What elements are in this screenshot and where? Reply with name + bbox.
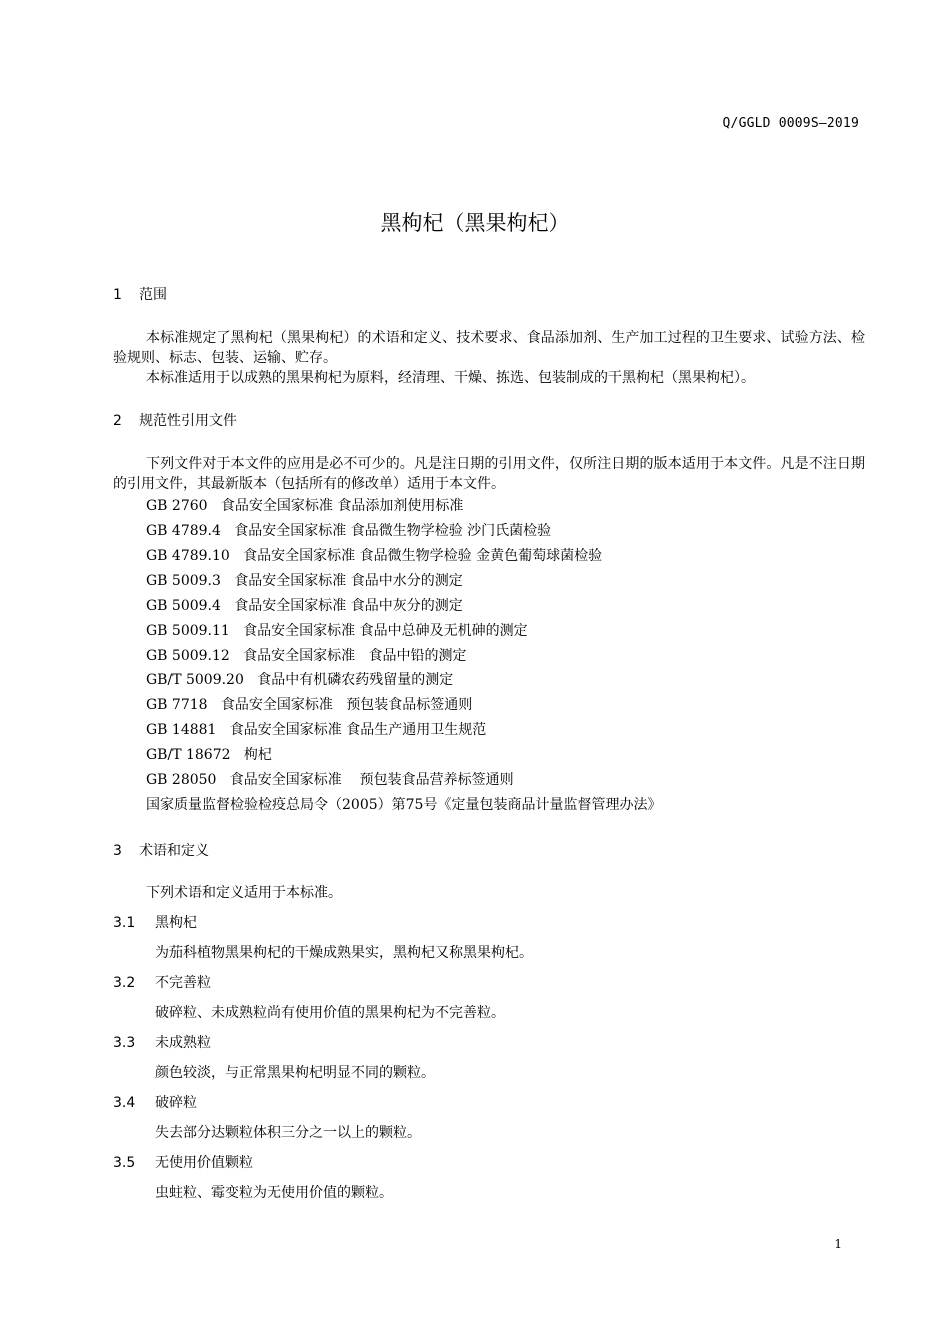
term-number: 3.2 (113, 975, 136, 991)
scope-paragraph-2: 本标准适用于以成熟的黑果枸杞为原料，经清理、干燥、拣选、包装制成的干黑枸杞（黑果枸杞）。 (146, 370, 755, 386)
term-definition: 颜色较淡，与正常黑果枸杞明显不同的颗粒。 (155, 1065, 435, 1081)
section-1-heading (113, 286, 167, 304)
document-id: Q/GGLD 0009S—2019 (722, 116, 859, 131)
term-number: 3.1 (113, 915, 136, 931)
term-definition: 破碎粒、未成熟粒尚有使用价值的黑果枸杞为不完善粒。 (155, 1005, 505, 1021)
term-name: 无使用价值颗粒 (155, 1155, 253, 1171)
section-number: 2 (113, 413, 122, 429)
term-name: 破碎粒 (155, 1095, 197, 1111)
term-number: 3.4 (113, 1095, 136, 1111)
reference-item: GB 5009.4 食品安全国家标准 食品中灰分的测定 (146, 598, 463, 614)
scope-paragraph-1: 本标准规定了黑枸杞（黑果枸杞）的术语和定义、技术要求、食品添加剂、生产加工过程的卫生要求、试验方法、检验规则、标志、包装、运输、贮存。 (113, 330, 865, 366)
reference-item: GB 5009.3 食品安全国家标准 食品中水分的测定 (146, 573, 463, 589)
references-intro: 下列文件对于本文件的应用是必不可少的。凡是注日期的引用文件，仅所注日期的版本适用于本文件。凡是不注日期的引用文件，其最新版本（包括所有的修改单）适用于本文件。 (113, 456, 865, 492)
section-2-heading (113, 412, 237, 430)
term-3-4-heading (113, 1094, 197, 1112)
reference-item: GB 5009.12 食品安全国家标准 食品中铅的测定 (146, 648, 467, 664)
term-definition: 虫蛀粒、霉变粒为无使用价值的颗粒。 (155, 1185, 393, 1201)
term-number: 3.5 (113, 1155, 136, 1171)
term-3-5-heading (113, 1154, 253, 1172)
section-3-heading (113, 842, 209, 860)
reference-item: GB 4789.4 食品安全国家标准 食品微生物学检验 沙门氏菌检验 (146, 523, 552, 539)
section-title: 规范性引用文件 (139, 413, 237, 429)
term-name: 黑枸杞 (155, 915, 197, 931)
reference-item: GB/T 5009.20 食品中有机磷农药残留量的测定 (146, 672, 454, 688)
reference-item: 国家质量监督检验检疫总局令（2005）第75号《定量包装商品计量监督管理办法》 (146, 797, 662, 813)
reference-item: GB/T 18672 枸杞 (146, 747, 272, 763)
section-title: 范围 (139, 287, 167, 303)
reference-item: GB 7718 食品安全国家标准 预包装食品标签通则 (146, 697, 473, 713)
reference-item: GB 5009.11 食品安全国家标准 食品中总砷及无机砷的测定 (146, 623, 528, 639)
reference-item: GB 28050 食品安全国家标准 预包装食品营养标签通则 (146, 772, 514, 788)
terms-intro: 下列术语和定义适用于本标准。 (146, 885, 342, 901)
term-3-2-heading (113, 974, 211, 992)
section-number: 1 (113, 287, 122, 303)
term-definition: 失去部分达颗粒体积三分之一以上的颗粒。 (155, 1125, 421, 1141)
reference-item: GB 2760 食品安全国家标准 食品添加剂使用标准 (146, 498, 464, 514)
document-title: 黑枸杞（黑果枸杞） (380, 211, 570, 235)
term-name: 未成熟粒 (155, 1035, 211, 1051)
term-definition: 为茄科植物黑果枸杞的干燥成熟果实，黑枸杞又称黑果枸杞。 (155, 945, 533, 961)
term-3-3-heading (113, 1034, 211, 1052)
reference-item: GB 4789.10 食品安全国家标准 食品微生物学检验 金黄色葡萄球菌检验 (146, 548, 603, 564)
term-number: 3.3 (113, 1035, 136, 1051)
reference-item: GB 14881 食品安全国家标准 食品生产通用卫生规范 (146, 722, 487, 738)
term-name: 不完善粒 (155, 975, 211, 991)
page-number: 1 (834, 1237, 842, 1251)
term-3-1-heading (113, 914, 197, 932)
section-number: 3 (113, 843, 122, 859)
section-title: 术语和定义 (139, 843, 209, 859)
